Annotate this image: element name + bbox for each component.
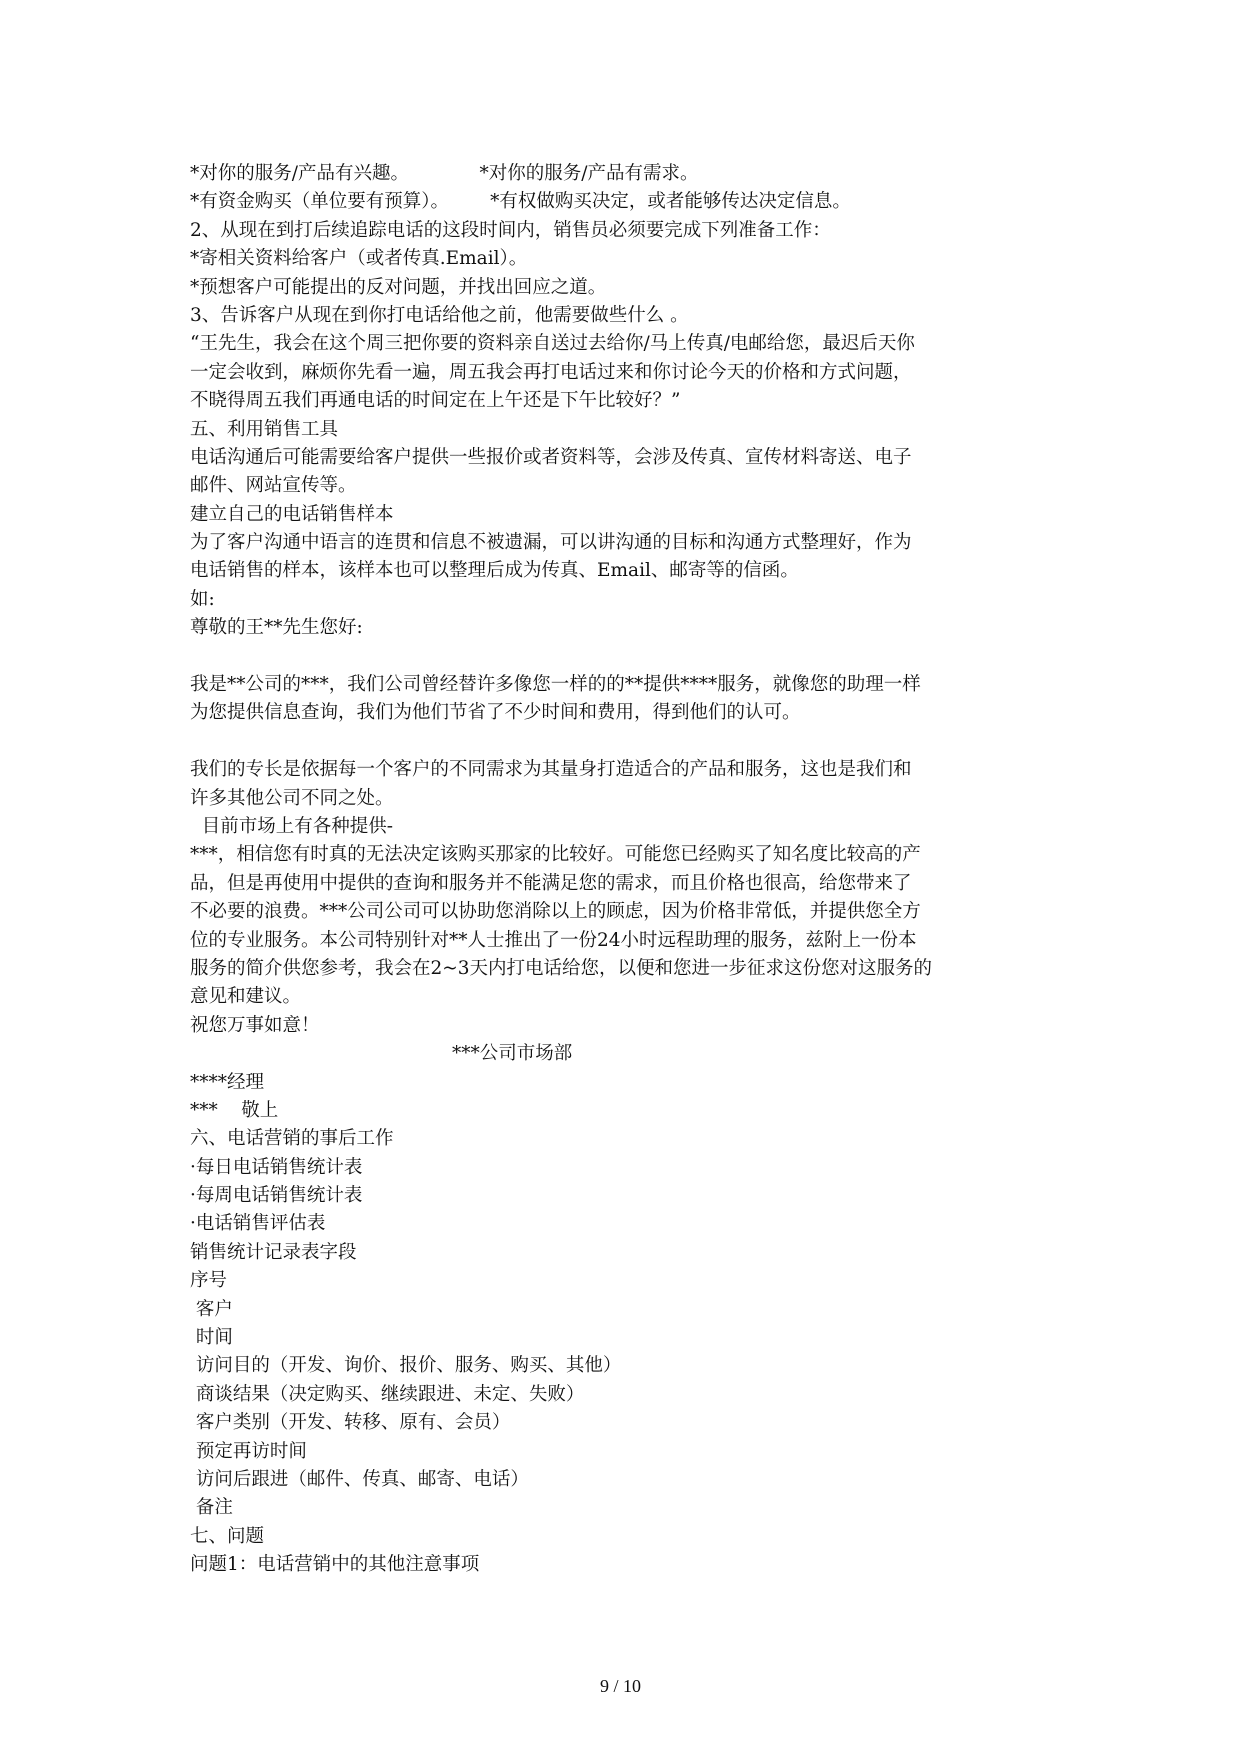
- text-line: 服务的简介供您参考，我会在2~3天内打电话给您，以便和您进一步征求这份您对这服务的: [190, 957, 933, 979]
- text-line: ·每周电话销售统计表: [190, 1185, 363, 1207]
- text-line: 电话沟通后可能需要给客户提供一些报价或者资料等，会涉及传真、宣传材料寄送、电子: [190, 446, 912, 468]
- text-line: 邮件、网站宣传等。: [190, 475, 357, 497]
- text-line: 序号: [190, 1270, 228, 1292]
- text-line: ***公司市场部: [452, 1043, 573, 1065]
- text-line: 意见和建议。: [190, 986, 302, 1008]
- text-line: 访问后跟进（邮件、传真、邮寄、电话）: [190, 1468, 529, 1490]
- text-line: 七、问题: [190, 1525, 265, 1547]
- text-line: 客户类别（开发、转移、原有、会员）: [190, 1412, 511, 1434]
- text-line: 电话销售的样本，该样本也可以整理后成为传真、Email、邮寄等的信函。: [190, 560, 799, 582]
- text-line: 许多其他公司不同之处。: [190, 787, 394, 809]
- text-line: 时间: [190, 1327, 233, 1349]
- text-line: 目前市场上有各种提供-: [190, 815, 394, 837]
- text-line: *预想客户可能提出的反对问题，并找出回应之道。: [190, 276, 607, 298]
- text-line: 为您提供信息查询，我们为他们节省了不少时间和费用，得到他们的认可。: [190, 702, 801, 724]
- text-line: 位的专业服务。本公司特别针对**人士推出了一份24小时远程助理的服务，兹附上一份本: [190, 929, 917, 951]
- text-line: 销售统计记录表字段: [190, 1241, 357, 1263]
- text-line: 尊敬的王**先生您好:: [190, 617, 363, 639]
- text-line: 不必要的浪费。***公司公司可以协助您消除以上的顾虑，因为价格非常低，并提供您全方: [190, 901, 921, 923]
- blank-line: [190, 643, 1070, 671]
- text-line: *有资金购买（单位要有预算）。 *有权做购买决定，或者能够传达决定信息。: [190, 191, 851, 213]
- text-line: 我是**公司的***，我们公司曾经替许多像您一样的的**提供****服务，就像您的助理一样: [190, 674, 921, 696]
- text-line: 我们的专长是依据每一个客户的不同需求为其量身打造适合的产品和服务，这也是我们和: [190, 759, 912, 781]
- text-line: 2、从现在到打后续追踪电话的这段时间内，销售员必须要完成下列准备工作：: [190, 219, 831, 241]
- text-line: “王先生，我会在这个周三把你要的资料亲自送过去给你/马上传真/电邮给您，最迟后天你: [190, 333, 915, 355]
- text-line: 六、电话营销的事后工作: [190, 1128, 394, 1150]
- text-line: 五、利用销售工具: [190, 418, 339, 440]
- text-line: *寄相关资料给客户（或者传真.Email）。: [190, 248, 528, 270]
- text-line: ***，相信您有时真的无法决定该购买那家的比较好。可能您已经购买了知名度比较高的产: [190, 844, 921, 866]
- text-line: 品，但是再使用中提供的查询和服务并不能满足您的需求，而且价格也很高，给您带来了: [190, 872, 912, 894]
- text-line: 3、告诉客户从现在到你打电话给他之前，他需要做些什么 。: [190, 304, 689, 326]
- text-line: 访问目的（开发、询价、报价、服务、购买、其他）: [190, 1355, 622, 1377]
- text-line: ****经理: [190, 1071, 265, 1093]
- text-line: 祝您万事如意！: [190, 1014, 320, 1036]
- text-line: *** 敬上: [190, 1099, 279, 1121]
- text-line: 客户: [190, 1298, 233, 1320]
- text-line: 备注: [190, 1497, 233, 1519]
- text-line: 预定再访时间: [190, 1440, 307, 1462]
- text-line: 建立自己的电话销售样本: [190, 503, 394, 525]
- text-line: 如:: [190, 588, 215, 610]
- text-line: ·电话销售评估表: [190, 1213, 326, 1235]
- text-line: 为了客户沟通中语言的连贯和信息不被遗漏，可以讲沟通的目标和沟通方式整理好，作为: [190, 532, 912, 554]
- page-number: 9 / 10: [599, 1676, 641, 1696]
- text-line: 商谈结果（决定购买、继续跟进、未定、失败）: [190, 1383, 585, 1405]
- blank-line: [190, 728, 1070, 756]
- text-line: 问题1：电话营销中的其他注意事项: [190, 1554, 480, 1576]
- text-line: 不晓得周五我们再通电话的时间定在上午还是下午比较好？”: [190, 390, 681, 412]
- document-body: [190, 160, 1070, 1580]
- text-line: *对你的服务/产品有兴趣。 *对你的服务/产品有需求。: [190, 163, 699, 184]
- text-line: 一定会收到，麻烦你先看一遍，周五我会再打电话过来和你讨论今天的价格和方式问题，: [190, 361, 912, 383]
- text-line: ·每日电话销售统计表: [190, 1156, 363, 1178]
